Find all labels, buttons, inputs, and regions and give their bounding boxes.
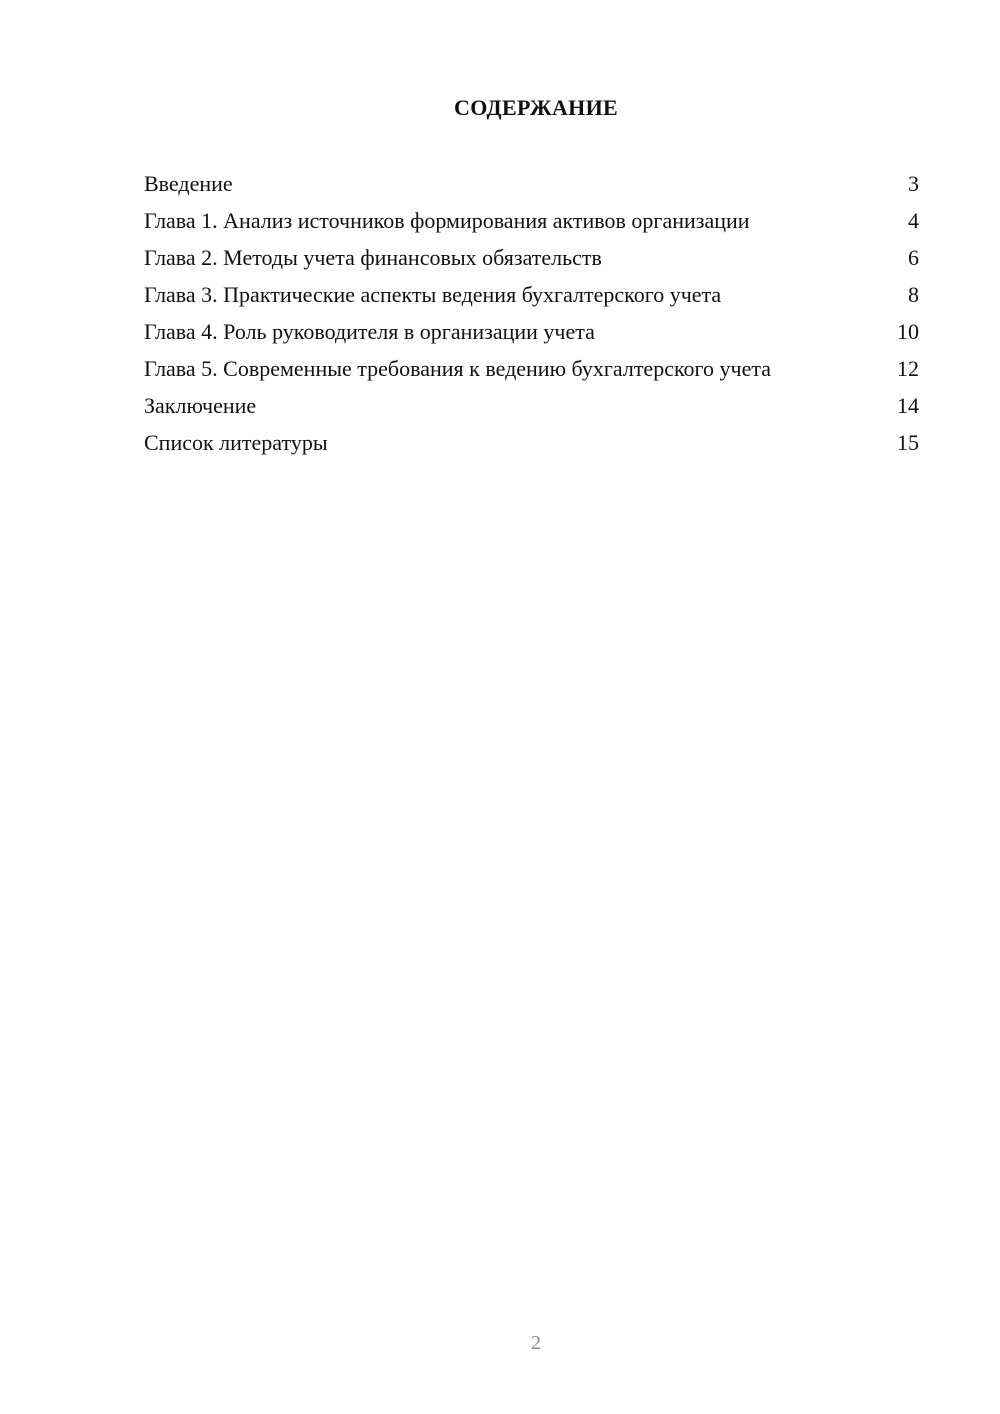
table-of-contents bbox=[144, 170, 919, 466]
toc-item-chapter-3 bbox=[144, 281, 919, 308]
page-title: СОДЕРЖАНИЕ bbox=[454, 95, 618, 120]
toc-item-references bbox=[144, 429, 919, 456]
toc-item-page: 8 bbox=[908, 282, 919, 307]
toc-item-conclusion bbox=[144, 392, 919, 419]
toc-item-label: Заключение bbox=[144, 393, 257, 418]
toc-item-page: 15 bbox=[897, 430, 919, 455]
toc-item-chapter-5 bbox=[144, 355, 919, 382]
toc-item-page: 4 bbox=[908, 208, 919, 233]
toc-item-label: Глава 2. Методы учета финансовых обязательств bbox=[144, 245, 602, 270]
toc-item-page: 3 bbox=[908, 171, 919, 196]
toc-item-label: Глава 3. Практические аспекты ведения бухгалтерского учета bbox=[144, 282, 722, 307]
toc-item-introduction bbox=[144, 170, 919, 197]
toc-item-chapter-1 bbox=[144, 207, 919, 234]
toc-item-label: Введение bbox=[144, 171, 233, 196]
toc-item-page: 12 bbox=[897, 356, 919, 381]
toc-item-page: 14 bbox=[897, 393, 919, 418]
toc-item-chapter-4 bbox=[144, 318, 919, 345]
toc-item-chapter-2 bbox=[144, 244, 919, 271]
toc-item-label: Глава 5. Современные требования к ведению бухгалтерского учета bbox=[144, 356, 771, 381]
toc-item-page: 6 bbox=[908, 245, 919, 270]
toc-item-page: 10 bbox=[897, 319, 919, 344]
toc-item-label: Список литературы bbox=[144, 430, 328, 455]
page-number: 2 bbox=[531, 1332, 541, 1354]
toc-item-label: Глава 1. Анализ источников формирования активов организации bbox=[144, 208, 750, 233]
toc-item-label: Глава 4. Роль руководителя в организации учета bbox=[144, 319, 595, 344]
